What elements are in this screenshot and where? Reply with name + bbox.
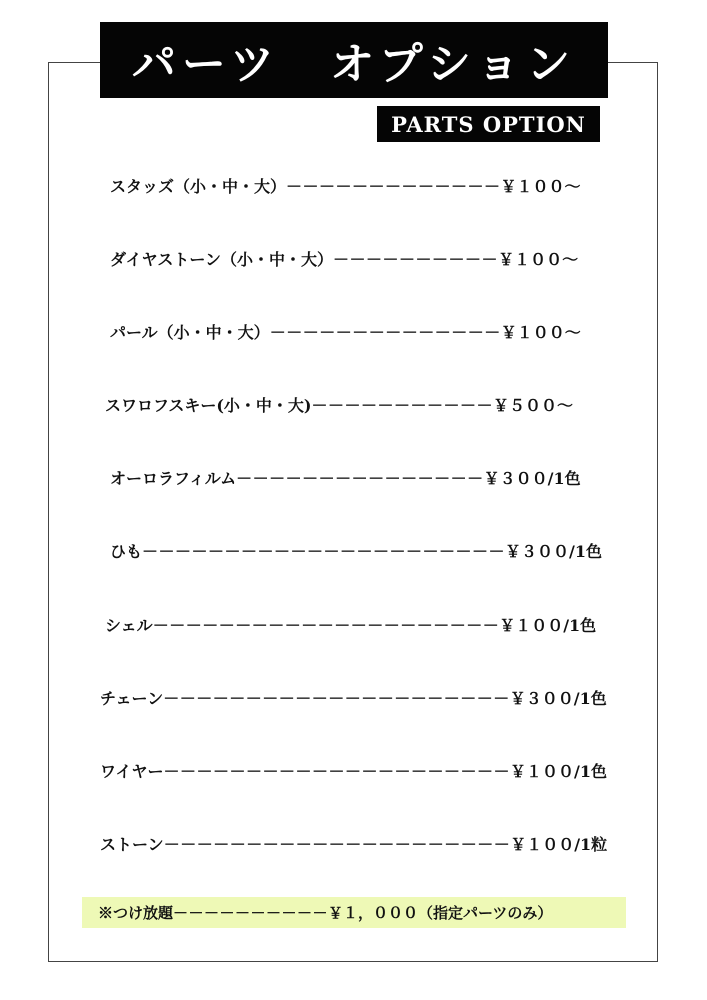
list-item: [100, 830, 607, 860]
all-you-can-attach-row: [98, 898, 552, 928]
item-leader: －－－－－－－－－－: [173, 904, 329, 922]
item-price: ￥５００～: [493, 396, 574, 415]
item-price: ￥３００/1色: [509, 689, 607, 708]
item-price: ￥１００～: [500, 323, 581, 342]
item-name: オーロラフィルム: [110, 469, 237, 488]
list-item: [110, 464, 581, 494]
item-leader: －－－－－－－－－－－－－－－－－－－－－: [152, 616, 500, 635]
item-price: ￥１００～: [498, 250, 579, 269]
item-leader: －－－－－－－－－－－－－: [286, 177, 501, 196]
list-item: [110, 537, 602, 567]
item-price: ￥１００～: [500, 177, 581, 196]
item-name: ストーン: [100, 835, 164, 854]
item-name: ダイヤストーン（小・中・大）: [110, 250, 334, 269]
item-price: ￥１００/1色: [499, 616, 597, 635]
list-item: [110, 245, 578, 275]
list-item: [110, 318, 581, 348]
list-item: [110, 172, 581, 202]
item-price: ￥３００/1色: [505, 542, 603, 561]
item-name: ※つけ放題: [98, 904, 174, 922]
list-item: [105, 391, 573, 421]
item-name: スワロフスキー(小・中・大): [105, 396, 312, 415]
item-leader: －－－－－－－－－－－－－－－－－－－－－: [163, 689, 510, 708]
item-price: ￥３００/1色: [483, 469, 581, 488]
page-title: パーツ オプション: [100, 22, 608, 98]
item-price: ￥１００/1粒: [510, 835, 608, 854]
list-item: [100, 684, 607, 714]
item-leader: －－－－－－－－－－－－－－－－－－－－－－: [142, 542, 506, 561]
item-name: ワイヤー: [100, 762, 164, 781]
item-leader: －－－－－－－－－－－: [311, 396, 494, 415]
item-leader: －－－－－－－－－－: [333, 250, 499, 269]
item-price: ￥１，０００（指定パーツのみ）: [328, 904, 553, 922]
page-subtitle: PARTS OPTION: [377, 106, 600, 142]
item-leader: －－－－－－－－－－－－－－: [269, 323, 501, 342]
list-item: [105, 611, 596, 641]
item-name: ひも: [110, 542, 143, 561]
item-leader: －－－－－－－－－－－－－－－－－－－－－: [163, 835, 511, 854]
list-item: [100, 757, 607, 787]
item-name: パール（小・中・大）: [110, 323, 270, 342]
item-name: スタッズ（小・中・大）: [110, 177, 287, 196]
item-leader: －－－－－－－－－－－－－－－: [236, 469, 484, 488]
item-name: シェル: [105, 616, 153, 635]
item-leader: －－－－－－－－－－－－－－－－－－－－－: [163, 762, 511, 781]
item-price: ￥１００/1色: [510, 762, 608, 781]
item-name: チェーン: [100, 689, 164, 708]
